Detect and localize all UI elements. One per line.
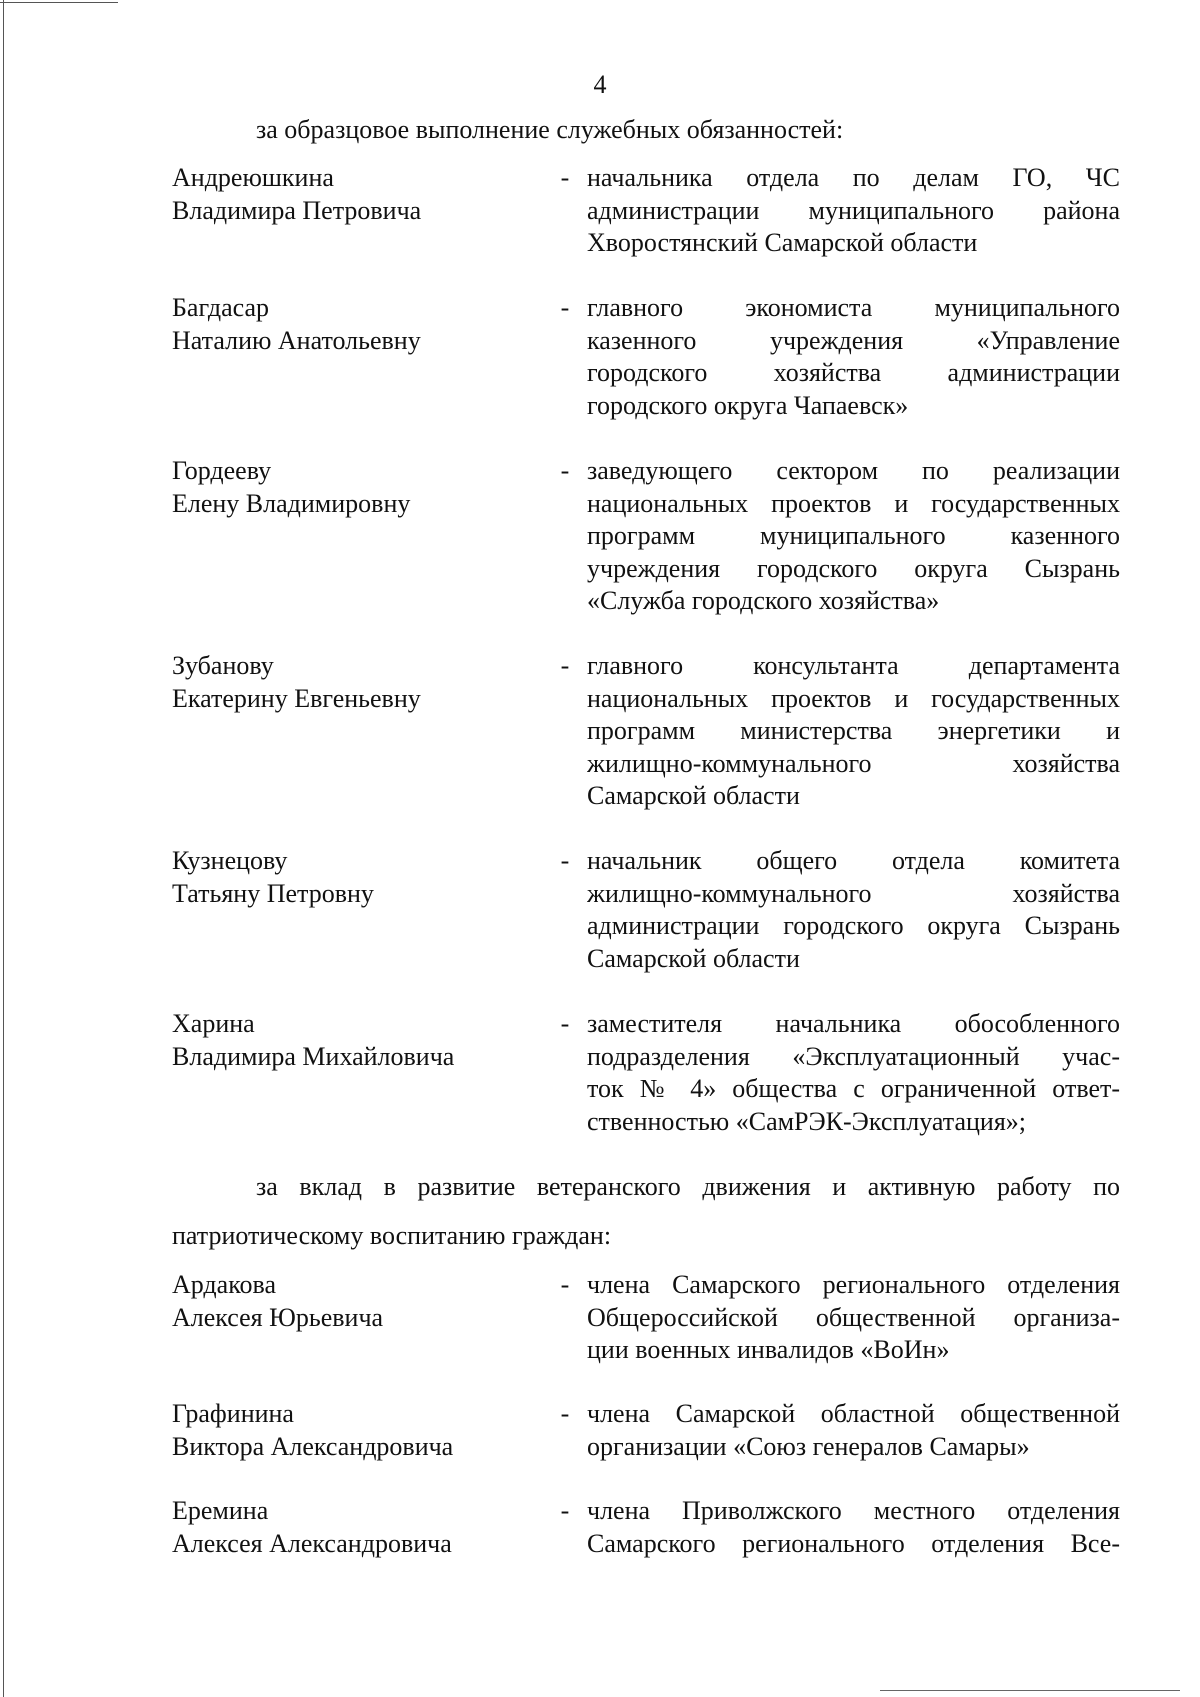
dash: - bbox=[560, 163, 570, 192]
recipient-name: Андреюшкина Владимира Петровича bbox=[172, 163, 422, 225]
recipient-position: главного экономиста муниципального казенного учреждения «Управление городского хозяйства администрации городского округа Чапаевск» bbox=[587, 293, 1120, 420]
dash: - bbox=[560, 1399, 570, 1428]
section2-heading-line1: за вклад в развитие ветеранского движения и активную работу по bbox=[256, 1172, 1120, 1201]
recipient-position: начальник общего отдела комитета жилищно-коммунального хозяйства администрации городского округа Сызрань Самарской области bbox=[587, 846, 1120, 973]
recipient-position: члена Приволжского местного отделения Самарского регионального отделения Все- bbox=[587, 1496, 1120, 1558]
recipient-name: Еремина Алексея Александровича bbox=[172, 1496, 452, 1558]
recipient-position: члена Самарской областной общественной организации «Союз генералов Самары» bbox=[587, 1399, 1120, 1461]
dash: - bbox=[560, 293, 570, 322]
recipient-name: Багдасар Наталию Анатольевну bbox=[172, 293, 421, 355]
page-number: 4 bbox=[593, 70, 607, 99]
scan-edge-bottom bbox=[880, 1690, 1180, 1691]
scan-edge-left bbox=[3, 0, 4, 1697]
recipient-position: главного консультанта департамента национальных проектов и государственных программ министерства энергетики и жилищно-коммунального хозяйства Самарской области bbox=[587, 651, 1120, 810]
recipient-name: Кузнецову Татьяну Петровну bbox=[172, 846, 374, 908]
recipient-name: Зубанову Екатерину Евгеньевну bbox=[172, 651, 421, 713]
dash: - bbox=[560, 651, 570, 680]
dash: - bbox=[560, 1496, 570, 1525]
dash: - bbox=[560, 846, 570, 875]
recipient-name: Гордееву Елену Владимировну bbox=[172, 456, 411, 518]
dash: - bbox=[560, 1009, 570, 1038]
section2-heading-line2: патриотическому воспитанию граждан: bbox=[172, 1221, 612, 1250]
recipient-name: Харина Владимира Михайловича bbox=[172, 1009, 455, 1071]
recipient-position: начальника отдела по делам ГО, ЧС администрации муниципального района Хворостянский Самарской области bbox=[587, 163, 1120, 257]
scan-edge-top bbox=[0, 2, 118, 3]
section1-heading: за образцовое выполнение служебных обязанностей: bbox=[256, 115, 844, 144]
recipient-position: заведующего сектором по реализации национальных проектов и государственных программ муниципального казенного учреждения городского округа Сызрань «Служба городского хозяйства» bbox=[587, 456, 1120, 615]
recipient-name: Ардакова Алексея Юрьевича bbox=[172, 1270, 384, 1332]
dash: - bbox=[560, 1270, 570, 1299]
recipient-position: заместителя начальника обособленного подразделения «Эксплуатационный учас- ток № 4» общества с ограниченной ответ- ственностью «СамРЭК-Эксплуатация»; bbox=[587, 1009, 1120, 1136]
recipient-position: члена Самарского регионального отделения Общероссийской общественной организа- ции военных инвалидов «ВоИн» bbox=[587, 1270, 1120, 1364]
recipient-name: Графинина Виктора Александровича bbox=[172, 1399, 454, 1461]
dash: - bbox=[560, 456, 570, 485]
